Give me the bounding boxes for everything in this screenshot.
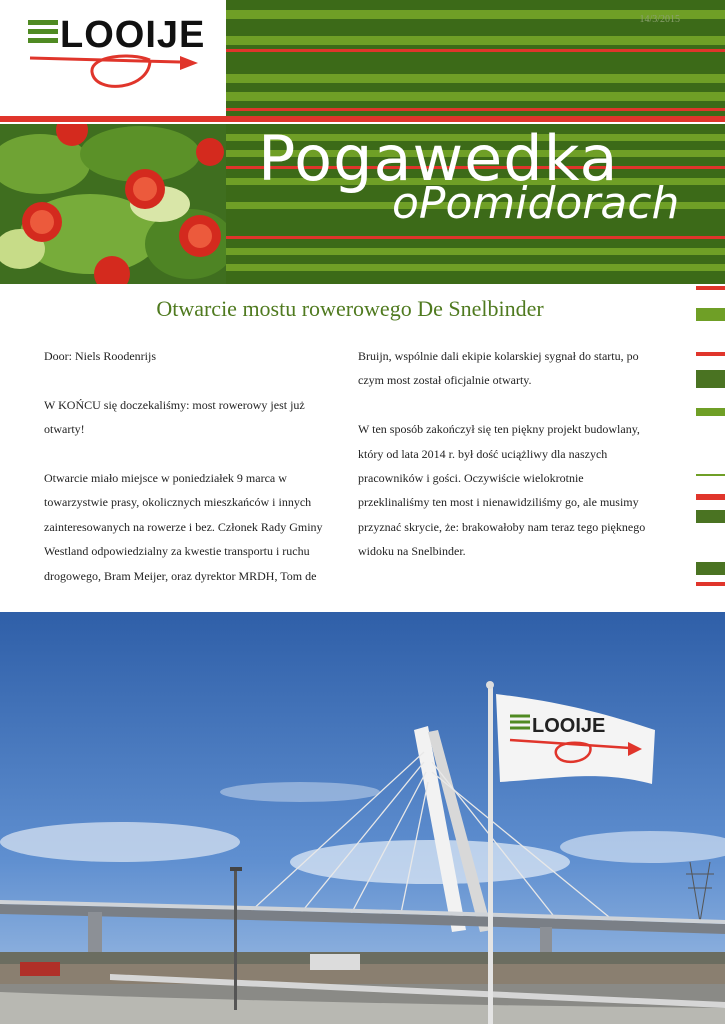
article-right-column (358, 344, 648, 588)
article-byline: Door: Niels Roodenrijs (44, 349, 156, 363)
article-paragraph: W ten sposób zakończył się ten piękny projekt budowlany, który od lata 2014 r. był dość uciążliwy dla naszych pracowników i gości. Oczywiście wielokrotnie przeklinaliśmy ten most i nienawidziliśmy go, ale musimy przyznać skrycie, że: brakowałoby nam teraz tego pięknego widoku na Snelbinder. (358, 422, 646, 559)
flag-text: LOOIJE (532, 715, 606, 737)
logo-text: LOOIJE (60, 14, 206, 56)
article-paragraph: W KOŃCU się doczekaliśmy: most rowerowy jest już otwarty! (44, 397, 305, 437)
newsletter-subtitle: oPomidorach (392, 178, 680, 229)
logo (0, 0, 219, 116)
salad-image (0, 124, 226, 284)
masthead (0, 0, 725, 284)
newsletter-title: Pogawedka (258, 122, 619, 195)
article-paragraph: Otwarcie miało miejsce w poniedziałek 9 marca w towarzystwie prasy, okolicznych mieszkańców i innych zainteresowanych na rowerze i bez. Członek Rady Gminy Westland odpowiedzialny za kwestie transportu i ruchu drogowego, Bram Meijer, oraz dyrektor MRDH, Tom de (44, 471, 323, 583)
article-headline: Otwarcie mostu rowerowego De Snelbinder (156, 296, 544, 321)
article-left-column (44, 344, 334, 612)
bridge-photo-icon (0, 612, 725, 1024)
salad-illustration-icon (0, 124, 226, 284)
article-paragraph: Bruijn, wspólnie dali ekipie kolarskiej sygnał do startu, po czym most został oficjalnie otwarty. (358, 349, 639, 388)
bridge-photo (0, 612, 725, 1024)
issue-date: 14/3/2015 (639, 14, 680, 25)
